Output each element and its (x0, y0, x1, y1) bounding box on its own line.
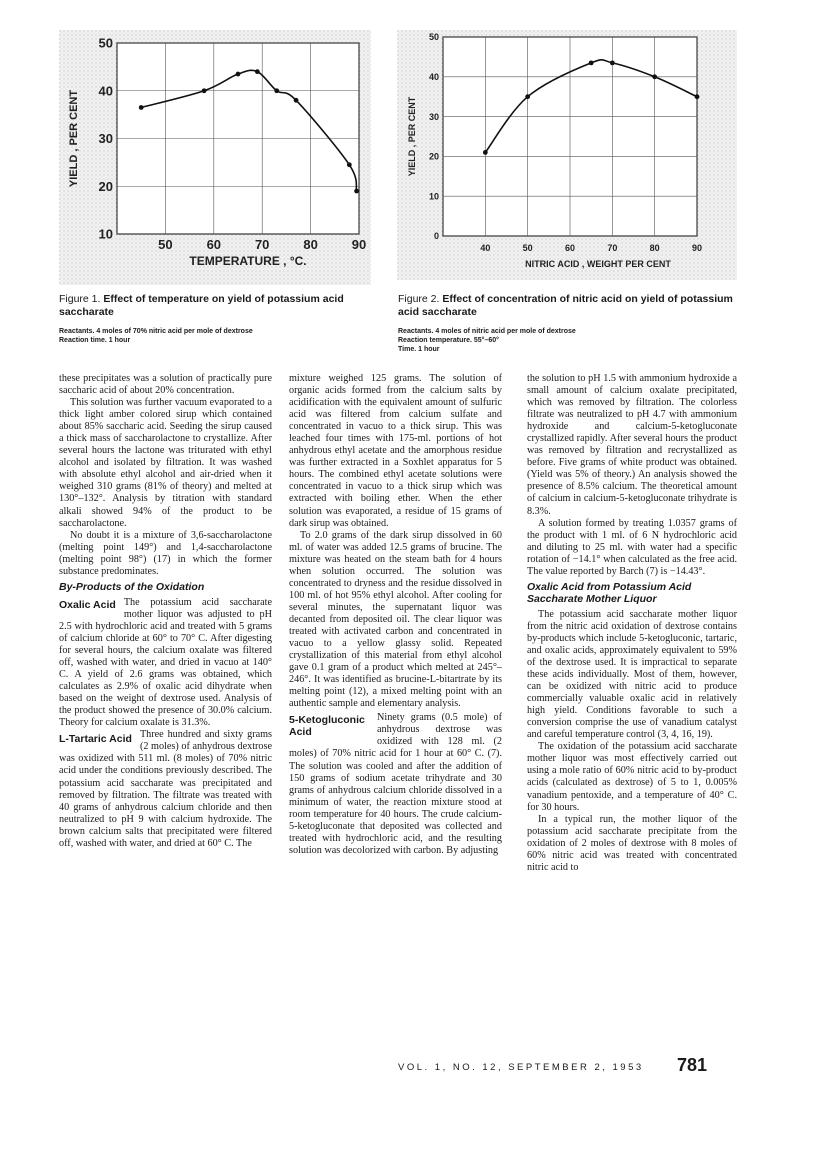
journal-footer: VOL. 1, NO. 12, SEPTEMBER 2, 1953 (398, 1062, 644, 1073)
data-point (695, 94, 700, 99)
x-axis-label: NITRIC ACID , WEIGHT PER CENT (525, 259, 671, 269)
data-point (139, 105, 144, 110)
paragraph: This solution was further vacuum evaporated to a thick light amber colored sirup which contained about 85% saccharic acid. Seeding the sirup caused a thick mass of saccharolactone to crystallize. After several hours the lactone was triturated with ethyl alcohol and isolated by filtration. It was washed with absolute ethyl alcohol and air-dried when it weighed 310 grams (81% of theory) and melted at 130°–132°. Analysis by titration with standard alkali showed 94% of the product to be saccharolactone. (59, 397, 272, 529)
figure-1-reaction-time: Reaction time. 1 hour (59, 337, 131, 344)
paragraph: No doubt it is a mixture of 3,6-saccharolactone (melting point 149°) and 1,4-saccharolactone (melting point 98°) (17) in which the former substance predominates. (59, 529, 272, 577)
paragraph: Three hundred and sixty grams (2 moles) of anhydrous dextrose was oxidized with 511 ml. (8 moles) of 70% nitric acid under the conditions previously described. The potassium acid saccharate was precipitated and removed by filtration. The filtrate was treated with 40 grams of anhydrous calcium chloride and then neutralized to pH 9 with calcium hydroxide. The brown calcium salts that precipitated were filtered off, washed with water, and dried at 60° C. The (59, 729, 272, 849)
figure-2-reaction-temperature: Reaction temperature. 55°–60° (398, 337, 499, 344)
y-tick-label: 50 (98, 35, 113, 51)
x-tick-label: 50 (522, 243, 533, 253)
figure-2-svg (397, 30, 737, 280)
figure-2-label: Figure 2. (398, 293, 440, 305)
x-tick-label: 60 (206, 237, 222, 252)
paragraph: these precipitates was a solution of practically pure saccharic acid of about 20% concentration. (59, 373, 272, 397)
x-tick-label: 50 (158, 237, 173, 252)
figure-2-reactants: Reactants. 4 moles of nitric acid per mole of dextrose (398, 328, 576, 335)
data-point (589, 60, 594, 65)
y-tick-label: 0 (433, 231, 439, 242)
data-point (236, 72, 241, 77)
x-tick-label: 70 (607, 243, 618, 253)
page-number: 781 (677, 1055, 708, 1075)
figure-1-meta (59, 327, 379, 345)
figure-2-time: Time. 1 hour (398, 346, 440, 353)
x-tick-label: 70 (254, 237, 270, 252)
data-point (255, 69, 260, 74)
x-tick-label: 80 (649, 243, 660, 253)
data-point (610, 60, 615, 65)
text-column-3 (527, 373, 737, 874)
side-heading-5-ketogluconic-acid: 5-Ketogluconic Acid (289, 714, 365, 739)
y-tick-label: 40 (428, 71, 439, 82)
data-point (347, 162, 352, 167)
x-tick-label: 40 (480, 243, 491, 253)
y-tick-label: 10 (98, 226, 113, 242)
x-tick-label: 90 (351, 237, 367, 252)
figure-2-caption (398, 293, 738, 319)
x-tick-label: 90 (691, 243, 703, 253)
y-tick-label: 50 (428, 32, 439, 43)
paragraph: the solution to pH 1.5 with ammonium hydroxide a small amount of calcium oxalate precipitated, which was removed by filtration. The colorless filtrate was neutralized to pH 4.7 with ammonium hydroxide and calcium-5-ketogluconate crystallized rapidly. After several hours the product was removed by filtration and recrystallized as before. Five grams of white product was obtained. (Yield was 5% of theory.) An analysis showed the presence of 8.5% calcium. The theoretical amount of calcium in calcium-5-ketogluconate trihydrate is 8.3%. (527, 373, 737, 517)
paragraph: Ninety grams (0.5 mole) of anhydrous dextrose was oxidized with 128 ml. (2 moles) of 70% nitric acid for 1 hour at 60° C. (7). The solution was cooled and after the addition of 150 grams of sodium acetate trihydrate and 30 grams of anhydrous calcium chloride dissolved in a minimum of water, the reaction mixture stood at room temperature for 40 hours. The crude calcium-5-ketogluconate that deposited was collected and treated with hydrochloric acid, and the resulting solution was decolorized with carbon. By adjusting (289, 712, 502, 856)
paragraph: The potassium acid saccharate mother liquor was adjusted to pH 2.5 with hydrochloric acid and treated with 5 grams of calcium chloride at 60° to 70° C. After digesting for several hours, the calcium oxalate was filtered off, washed with water, and dried in vacuo at 140° C. A yield of 2.6 grams was obtained, which calculates as 2.9% of oxalic acid dihydrate when based on the weight of dextrose used. Analysis of the product showed the presence of 30.0% calcium. Theory for calcium oxalate is 31.3%. (59, 596, 272, 729)
figure-1-caption (59, 293, 379, 319)
y-tick-label: 10 (428, 191, 439, 202)
side-heading-oxalic-acid: Oxalic Acid (59, 598, 116, 611)
figure-1-svg (59, 30, 371, 285)
paragraph: To 2.0 grams of the dark sirup dissolved in 60 ml. of water was added 12.5 grams of brucine. The mixture was heated on the steam bath for 4 hours when solution occurred. The solution was concentrated to dryness and the residue dissolved in 100 ml. of hot 95% ethyl alcohol. After cooling for several minutes, the supernatant liquor was decanted from deposited oil. The clear liquor was treated with activated carbon and concentrated in vacuo to a yellow glassy solid. Repeated crystallization of this material from ethyl alcohol gave 0.1 gram of a product which melted at 245°–246°. It was identified as brucine-L-bitartrate by its melting point (12), a mixed melting point with an authentic sample and elementary analysis. (289, 529, 502, 710)
text-column-1 (59, 373, 272, 850)
section-heading-oxalic-acid-from-mother-liquor: Oxalic Acid from Potassium Acid Saccharate Mother Liquor (527, 580, 692, 605)
data-point (202, 88, 207, 93)
figure-1-reactants: Reactants. 4 moles of 70% nitric acid per mole of dextrose (59, 328, 253, 335)
text-column-2 (289, 373, 502, 857)
x-tick-label: 80 (303, 237, 318, 252)
paragraph: The potassium acid saccharate mother liquor from the nitric acid oxidation of dextrose contains by-products which include 5-ketogluconic, tartaric, and oxalic acids, approximately equivalent to 59% of the dextrose used. It is impractical to separate these acids individually. Most of them, however, can be oxidized with nitric acid to produce commercially valuable oxalic acid in relatively high yield. Conditions favorable to such a conversion comprise the use of vanadium catalyst and careful temperature control (3, 4, 16, 19). (527, 608, 737, 741)
paragraph: The oxidation of the potassium acid saccharate mother liquor was most effectively carried out using a mole ratio of 60% nitric acid to by-product acids (calculated as dextrose) of 5 to 1, 0.005% vanadium pentoxide, and a temperature of 40° C. for 30 hours. (527, 741, 737, 813)
y-axis-label: YIELD , PER CENT (68, 89, 80, 188)
paragraph: A solution formed by treating 1.0357 grams of the product with 1 ml. of 6 N hydrochloric acid and diluting to 25 ml. with water had a specific rotation of −14.1° when calculated as the free acid. The value reported by Barch (7) is −14.43°. (527, 517, 737, 577)
data-point (294, 98, 299, 103)
figure-2-meta (398, 327, 738, 354)
data-point (274, 88, 279, 93)
side-heading-tartaric-acid: L-Tartaric Acid (59, 733, 132, 746)
data-point (483, 150, 488, 155)
y-axis-label: YIELD , PER CENT (407, 96, 417, 177)
y-tick-label: 20 (428, 151, 439, 162)
data-point (652, 74, 657, 79)
x-axis-label: TEMPERATURE , °C. (189, 254, 307, 268)
section-heading-byproducts: By-Products of the Oxidation (59, 580, 205, 593)
data-point (525, 94, 530, 99)
figure-1-caption-text: Effect of temperature on yield of potassium acid saccharate (59, 293, 344, 318)
x-tick-label: 60 (564, 243, 576, 253)
figure-1-label: Figure 1. (59, 293, 101, 305)
figure-2-caption-text: Effect of concentration of nitric acid on yield of potassium acid saccharate (398, 293, 733, 318)
y-tick-label: 30 (428, 111, 439, 122)
figure-1-chart (59, 30, 371, 285)
figure-2-chart (397, 30, 737, 280)
data-point (354, 189, 359, 194)
paragraph: mixture weighed 125 grams. The solution of organic acids formed from the calcium salts by acidification with the equivalent amount of sulfuric acid was filtered from calcium sulfate and concentrated in vacuo to a thick sirup. This was leached four times with 175-ml. portions of hot anhydrous ethyl acetate and the amorphous residue was further extracted in a Soxhlet apparatus for 5 hours. The combined ethyl acetate solutions were concentrated in vacuo to a thick sirup which was extracted with boiling ether. When the ether solution was evaporated, a residue of 15 grams of dark sirup was obtained. (289, 373, 502, 529)
y-tick-label: 40 (98, 83, 113, 99)
y-tick-label: 20 (98, 178, 113, 194)
paragraph: In a typical run, the mother liquor of the potassium acid saccharate precipitate from the oxidation of 2 moles of dextrose with 8 moles of 60% nitric acid was treated with concentrated nitric acid to (527, 813, 737, 873)
y-tick-label: 30 (98, 131, 113, 147)
